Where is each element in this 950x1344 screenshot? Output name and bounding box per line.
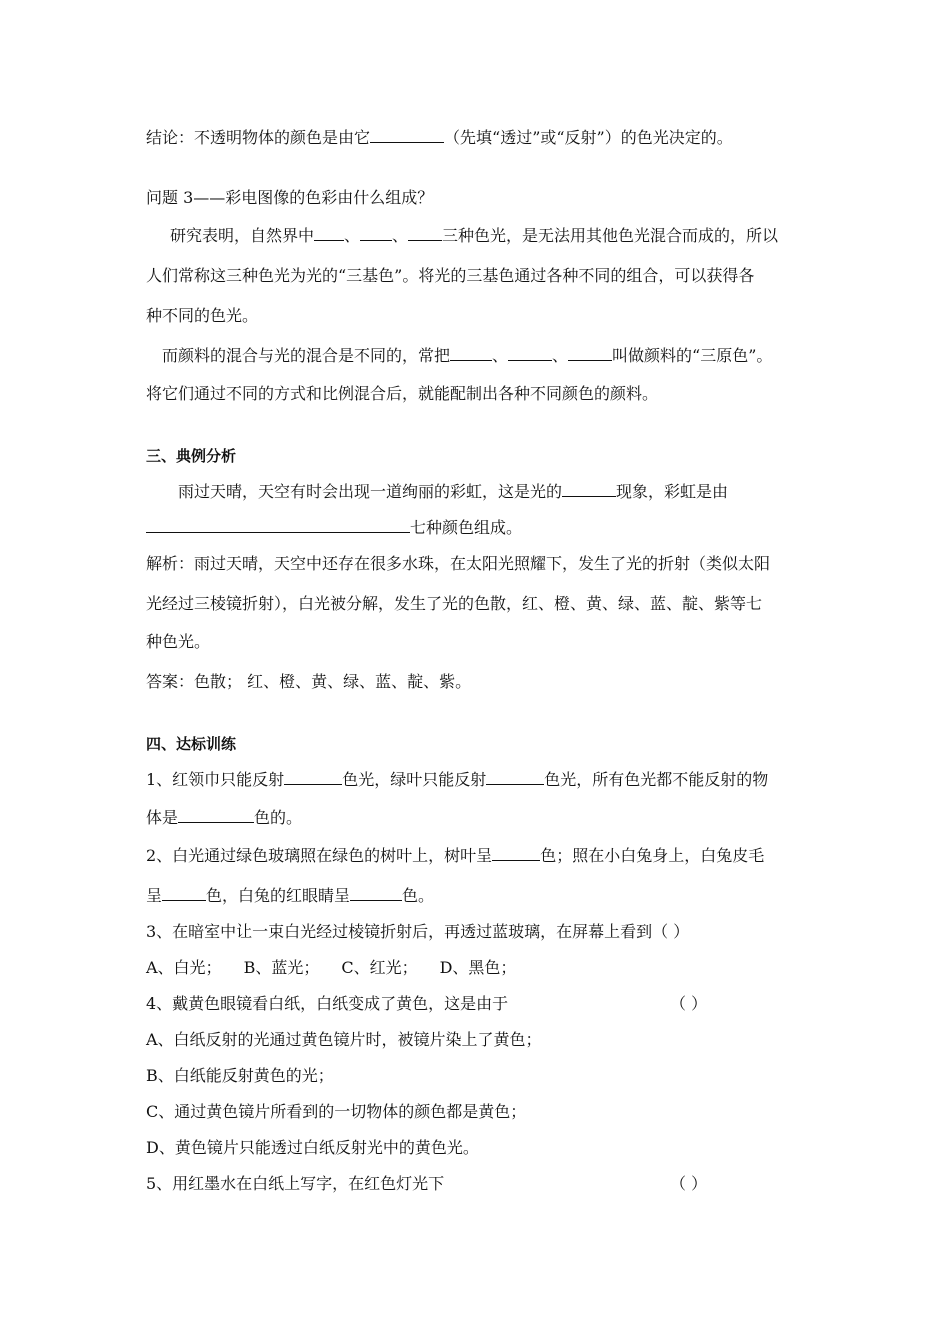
text: （先填“透过”或“反射”）的色光决定的。 [444,128,733,147]
fill-blank[interactable] [450,346,492,361]
fill-blank[interactable] [568,346,612,361]
text: 、 [552,346,569,365]
fill-blank[interactable] [492,846,540,861]
text: 、 [344,226,361,245]
section-heading: 三、典例分析 [146,447,237,465]
text: 色。 [402,886,435,905]
exercise-2-line2 [146,886,434,906]
paragraph-line [170,226,778,246]
fill-blank[interactable] [146,518,410,533]
fill-blank[interactable] [486,770,544,785]
option-d[interactable]: D、黄色镜片只能透过白纸反射光中的黄色光。 [146,1138,479,1157]
text: 色的。 [254,808,303,827]
exercise-2 [146,846,764,866]
analysis-line: 解析：雨过天晴，天空中还存在很多水珠，在太阳光照耀下，发生了光的折射（类似太阳 [146,554,771,573]
fill-blank[interactable] [314,226,344,241]
option-a[interactable]: A、白纸反射的光通过黄色镜片时，被镜片染上了黄色； [146,1030,542,1049]
fill-blank[interactable] [562,482,616,497]
conclusion-line [146,128,733,148]
exercise-3-options [146,958,516,978]
text: 色光，所有色光都不能反射的物 [544,770,769,789]
fill-blank[interactable] [178,808,254,823]
exercise-4: 4、戴黄色眼镜看白纸，白纸变成了黄色，这是由于 [146,994,509,1013]
answer-parentheses[interactable]: （ ） [670,1174,708,1193]
text: 三种色光，是无法用其他色光混合而成的，所以 [442,226,779,245]
text: 结论：不透明物体的颜色是由它 [146,128,371,147]
answer-line: 答案：色散； 红、橙、黄、绿、蓝、靛、紫。 [146,672,472,691]
exercise-3: 3、在暗室中让一束白光经过棱镜折射后，再透过蓝玻璃，在屏幕上看到（ ） [146,922,690,941]
option-c[interactable]: C、红光； [341,958,418,977]
text: 色光，绿叶只能反射 [342,770,487,789]
fill-blank[interactable] [162,886,206,901]
text: 2、白光通过绿色玻璃照在绿色的树叶上，树叶呈 [146,846,493,865]
example-question-line2 [146,518,522,538]
text: 雨过天晴，天空有时会出现一道绚丽的彩虹，这是光的 [178,482,563,501]
paragraph-line: 种不同的色光。 [146,306,259,325]
text: 呈 [146,886,163,905]
option-d[interactable]: D、黑色； [439,958,517,977]
text: 色，白兔的红眼睛呈 [206,886,351,905]
answer-parentheses[interactable]: （ ） [670,994,708,1013]
fill-blank[interactable] [370,128,444,143]
text: 而颜料的混合与光的混合是不同的，常把 [162,346,451,365]
text: 、 [492,346,509,365]
section-heading: 四、达标训练 [146,735,237,753]
text: 1、红领巾只能反射 [146,770,285,789]
question3-title: 问题 3——彩电图像的色彩由什么组成？ [146,188,434,207]
option-c[interactable]: C、通过黄色镜片所看到的一切物体的颜色都是黄色； [146,1102,527,1121]
paragraph-line [162,346,772,366]
fill-blank[interactable] [508,346,552,361]
fill-blank[interactable] [350,886,402,901]
fill-blank[interactable] [360,226,392,241]
exercise-5: 5、用红墨水在白纸上写字，在红色灯光下 [146,1174,445,1193]
option-a[interactable]: A、白光； [146,958,222,977]
option-b[interactable]: B、白纸能反射黄色的光； [146,1066,334,1085]
text: 色；照在小白兔身上，白兔皮毛 [540,846,765,865]
text: 研究表明，自然界中 [170,226,315,245]
exercise-1-line2 [146,808,302,828]
text: 叫做颜料的“三原色”。 [612,346,773,365]
text: 现象，彩虹是由 [616,482,729,501]
paragraph-line: 将它们通过不同的方式和比例混合后，就能配制出各种不同颜色的颜料。 [146,384,659,403]
text: 、 [392,226,409,245]
analysis-line: 光经过三棱镜折射），白光被分解，发生了光的色散，红、橙、黄、绿、蓝、靛、紫等七 [146,594,763,613]
text: 七种颜色组成。 [410,518,523,537]
analysis-line: 种色光。 [146,632,211,651]
example-question [178,482,728,502]
fill-blank[interactable] [284,770,342,785]
exercise-1 [146,770,768,790]
fill-blank[interactable] [408,226,442,241]
option-b[interactable]: B、蓝光； [243,958,320,977]
text: 体是 [146,808,179,827]
paragraph-line: 人们常称这三种色光为光的“三基色”。将光的三基色通过各种不同的组合，可以获得各 [146,266,755,285]
